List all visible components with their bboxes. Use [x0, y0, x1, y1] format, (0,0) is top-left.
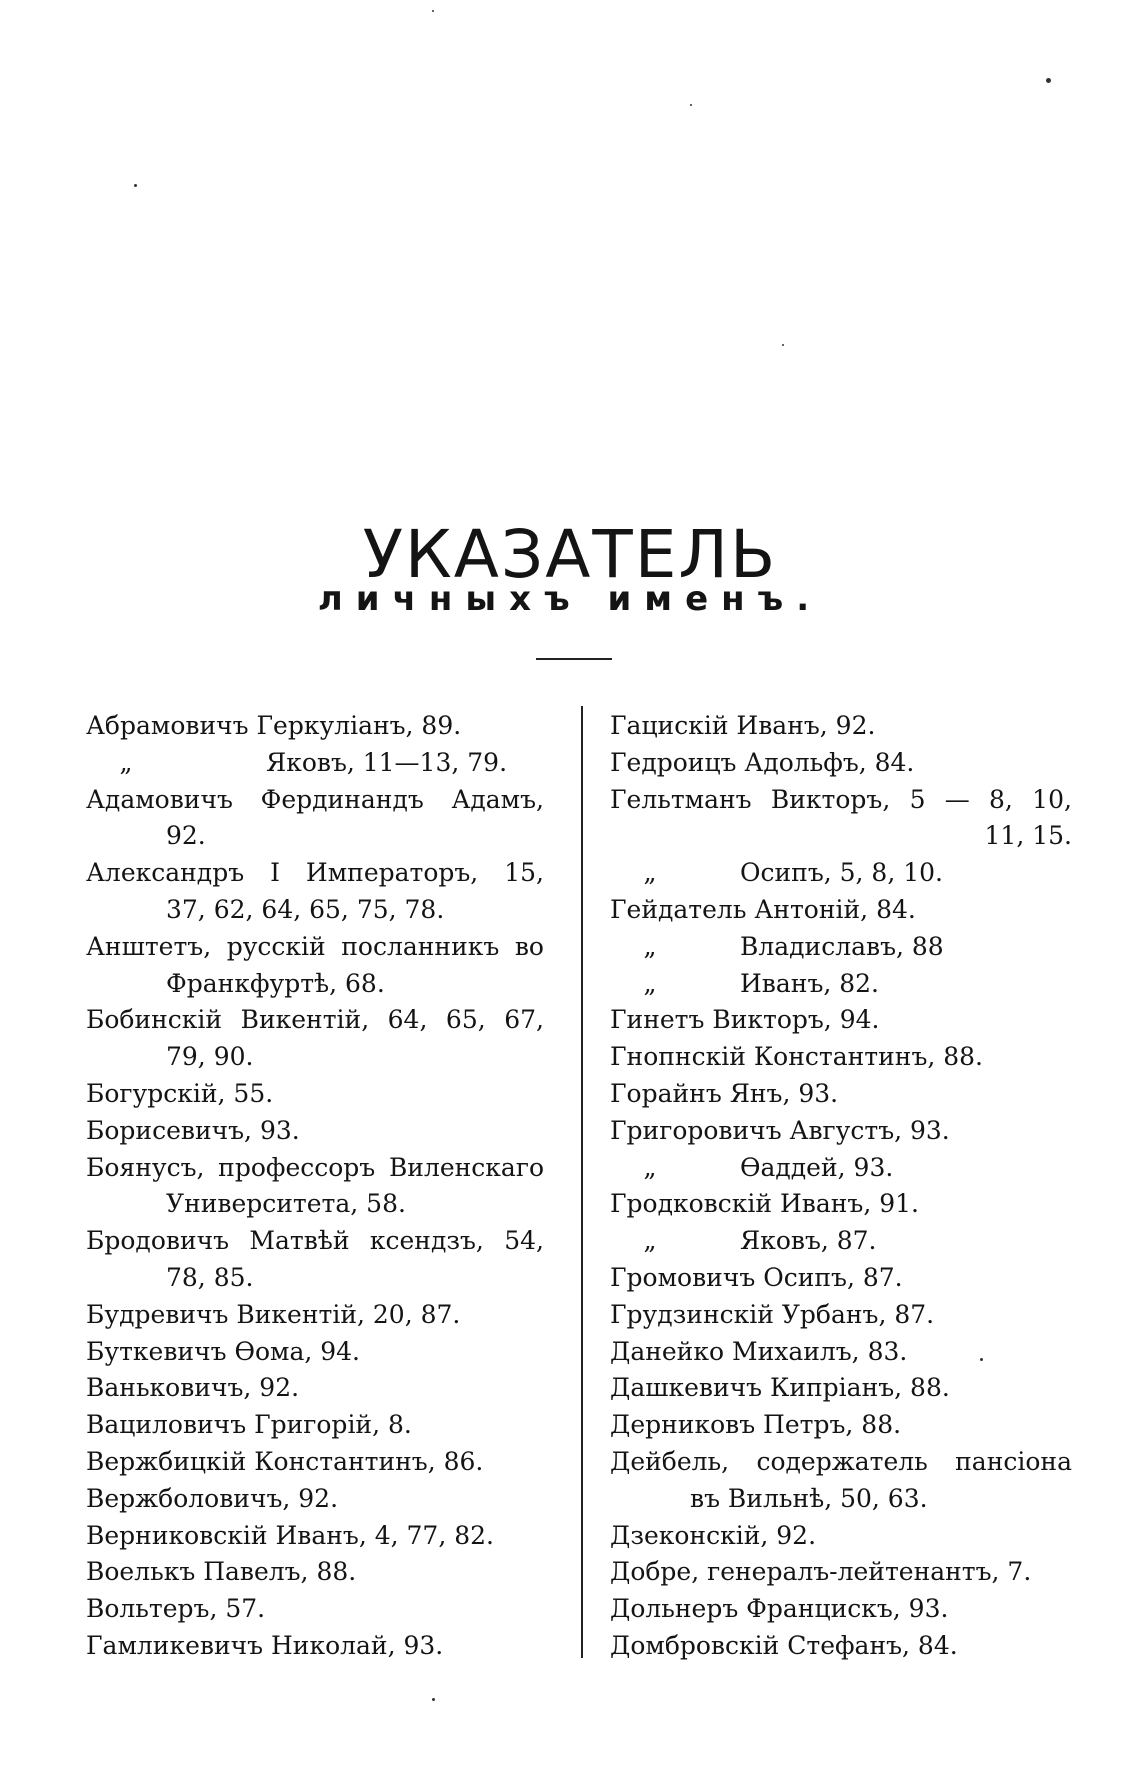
entry-word: Фердинандъ [260, 784, 424, 814]
entry-word: 65, [445, 1005, 486, 1035]
index-entry: Дашкевичъ Кипріанъ, 88. [610, 1373, 950, 1403]
entry-text: Яковъ, 87. [740, 1226, 877, 1256]
ditto-mark: „ [643, 1226, 657, 1256]
ditto-mark: „ [643, 858, 657, 888]
ditto-mark: „ [643, 1152, 657, 1182]
entry-word: Боянусъ, [86, 1152, 205, 1182]
scan-speck [134, 184, 137, 187]
index-entry: Дзеконскій, 92. [610, 1520, 817, 1550]
entry-word: Гельтманъ [610, 784, 752, 814]
ditto-mark: „ [119, 747, 133, 777]
page-title: УКАЗАТЕЛЬ [362, 516, 778, 594]
index-entry [86, 929, 544, 966]
index-entry: Франкфуртѣ, 68. [166, 968, 385, 998]
index-entry: Вержбицкій Константинъ, 86. [86, 1446, 484, 1476]
index-entry [86, 1002, 544, 1039]
index-entry [610, 782, 1072, 819]
entry-word: 15, [504, 858, 544, 888]
page-subtitle: личныхъ именъ. [317, 579, 823, 619]
index-entry: Горайнъ Янъ, 93. [610, 1078, 839, 1108]
entry-word: Анштетъ, [86, 931, 212, 961]
index-entry [86, 1223, 544, 1260]
index-entry: Богурскій, 55. [86, 1078, 274, 1108]
title-rule [536, 658, 612, 660]
entry-word: — [944, 784, 970, 814]
index-entry [610, 1150, 1072, 1187]
index-entry: 11, 15. [984, 821, 1072, 851]
entry-word: Императоръ, [305, 858, 479, 888]
entry-word: Виленскаго [388, 1152, 544, 1182]
entry-word: Викторъ, [770, 784, 891, 814]
index-entry: Громовичъ Осипъ, 87. [610, 1262, 903, 1292]
index-entry: Абрамовичъ Геркуліанъ, 89. [86, 711, 462, 740]
index-entry: Грудзинскій Урбанъ, 87. [610, 1299, 935, 1329]
index-column-left [86, 708, 544, 1665]
index-entry: Воелькъ Павелъ, 88. [86, 1557, 357, 1587]
scan-speck [432, 10, 434, 12]
index-entry [86, 855, 544, 892]
index-entry: Будревичъ Викентій, 20, 87. [86, 1299, 461, 1329]
index-entry: Гамликевичъ Николай, 93. [86, 1630, 444, 1660]
index-entry: Буткевичъ Ѳома, 94. [86, 1336, 360, 1366]
index-entry [610, 1223, 1072, 1260]
entry-word: 10, [1032, 784, 1072, 814]
index-entry: Университета, 58. [166, 1189, 406, 1219]
scan-speck [432, 1698, 435, 1701]
entry-word: профессоръ [218, 1152, 376, 1182]
index-entry [86, 782, 544, 819]
entry-word: 64, [387, 1005, 428, 1035]
index-entry: Ваньковичъ, 92. [86, 1373, 300, 1403]
entry-word: 54, [504, 1226, 544, 1256]
entry-word: ксендзъ, [369, 1226, 484, 1256]
index-entry: Данейко Михаилъ, 83. [610, 1336, 908, 1366]
entry-word: Адамовичъ [86, 784, 233, 814]
entry-text: Иванъ, 82. [740, 968, 880, 998]
index-entry: Григоровичъ Августъ, 93. [610, 1115, 950, 1145]
index-entry [610, 929, 1072, 966]
entry-word: Бродовичъ [86, 1226, 230, 1256]
index-entry: Домбровскій Стефанъ, 84. [610, 1630, 958, 1660]
index-entry: 79, 90. [166, 1042, 254, 1072]
ditto-mark: „ [643, 968, 657, 998]
scan-speck [782, 344, 784, 346]
entry-word: 8, [989, 784, 1013, 814]
scan-speck [1046, 78, 1051, 83]
index-entry [610, 855, 1072, 892]
index-column-right [610, 708, 1072, 1665]
index-entry [610, 1444, 1072, 1481]
index-entry: Гацискій Иванъ, 92. [610, 711, 876, 740]
index-entry: Гедроицъ Адольфъ, 84. [610, 747, 915, 777]
entry-word: Адамъ, [451, 784, 544, 814]
entry-text: Владиславъ, 88 [740, 931, 944, 961]
index-entry: Вольтеръ, 57. [86, 1594, 266, 1624]
column-divider [581, 706, 583, 1658]
scan-speck [690, 104, 692, 106]
index-entry: въ Вильнѣ, 50, 63. [690, 1483, 928, 1513]
index-entry: Гинетъ Викторъ, 94. [610, 1005, 880, 1035]
index-entry: Гейдатель Антоній, 84. [610, 894, 916, 924]
entry-word: Дейбель, [610, 1446, 730, 1476]
index-entry: Гродковскій Иванъ, 91. [610, 1189, 919, 1219]
index-entry: Вациловичъ Григорій, 8. [86, 1410, 412, 1440]
entry-word: Викентій, [240, 1005, 370, 1035]
entry-word: содержатель [756, 1446, 928, 1476]
entry-text: Осипъ, 5, 8, 10. [740, 858, 943, 888]
index-entry: Дольнеръ Францискъ, 93. [610, 1594, 949, 1624]
entry-word: русскій [226, 931, 326, 961]
index-entry: Дерниковъ Петръ, 88. [610, 1410, 902, 1440]
index-entry: 92. [166, 821, 206, 851]
entry-word: посланникъ [341, 931, 500, 961]
index-entry: Гнопнскій Константинъ, 88. [610, 1042, 983, 1072]
entry-word: пансіона [955, 1446, 1072, 1476]
index-entry: Борисевичъ, 93. [86, 1115, 300, 1145]
index-entry: 78, 85. [166, 1262, 254, 1292]
entry-word: I [270, 858, 280, 888]
entry-text: Яковъ, 11—13, 79. [266, 747, 508, 777]
ditto-mark: „ [643, 931, 657, 961]
index-entry [86, 745, 544, 782]
index-entry: Добре, генералъ-лейтенантъ, 7. [610, 1557, 1032, 1587]
entry-text: Ѳаддей, 93. [740, 1152, 894, 1182]
index-entry [610, 966, 1072, 1003]
entry-word: во [514, 931, 544, 961]
entry-word: 67, [504, 1005, 544, 1035]
index-entry: Вержболовичъ, 92. [86, 1483, 339, 1513]
entry-word: Александръ [86, 858, 245, 888]
entry-word: Матвѣй [249, 1226, 350, 1256]
index-entry [86, 1150, 544, 1187]
entry-word: Бобинскій [86, 1005, 223, 1035]
index-entry: 37, 62, 64, 65, 75, 78. [166, 894, 445, 924]
index-entry: Верниковскій Иванъ, 4, 77, 82. [86, 1520, 494, 1550]
entry-word: 5 [909, 784, 926, 814]
